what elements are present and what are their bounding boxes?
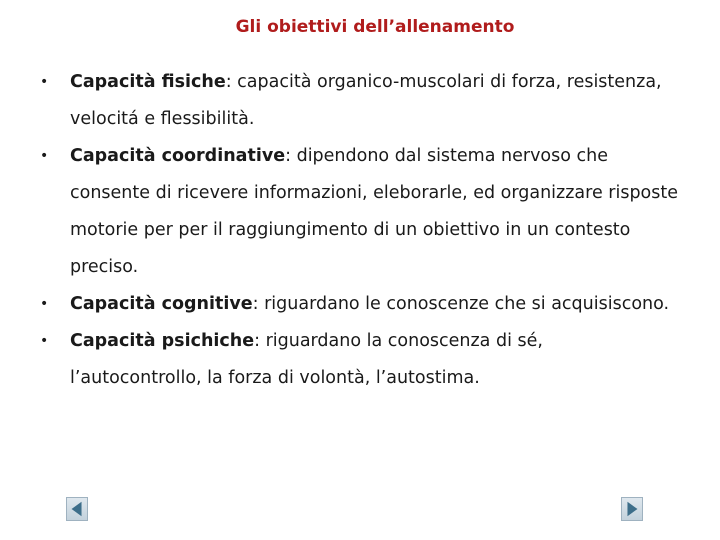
- bullet-term: Capacità coordinative: [70, 146, 286, 166]
- bullet-item-coordinative: [40, 138, 680, 286]
- bullet-item-psichiche: [40, 323, 680, 397]
- bullet-text: : capacità organico-muscolari di forza, resistenza, velocitá e flessibilità.: [70, 72, 662, 129]
- bullet-term: Capacità cognitive: [70, 294, 253, 314]
- bullet-item-cognitive: [40, 286, 680, 323]
- bullet-text: : riguardano la conoscenza di sé, l’autocontrollo, la forza di volontà, l’autostima.: [70, 331, 543, 388]
- previous-slide-button[interactable]: [66, 497, 88, 521]
- slide-title: Gli obiettivi dell’allenamento: [235, 17, 515, 37]
- bullet-list: [40, 64, 680, 397]
- bullet-dot: •: [40, 333, 49, 349]
- triangle-right-icon: [622, 498, 642, 520]
- bullet-dot: •: [40, 296, 49, 312]
- bullet-term: Capacità fisiche: [70, 72, 226, 92]
- bullet-text: : dipendono dal sistema nervoso che consente di ricevere informazioni, eleborarle, ed organizzare risposte motorie per per il raggiungimento di un obiettivo in un contesto preciso.: [70, 146, 679, 277]
- next-slide-button[interactable]: [621, 497, 643, 521]
- bullet-term: Capacità psichiche: [70, 331, 255, 351]
- triangle-left-icon: [67, 498, 87, 520]
- bullet-text: : riguardano le conoscenze che si acquisiscono.: [252, 294, 670, 314]
- bullet-dot: •: [40, 74, 49, 90]
- bullet-dot: •: [40, 148, 49, 164]
- bullet-item-fisiche: [40, 64, 680, 138]
